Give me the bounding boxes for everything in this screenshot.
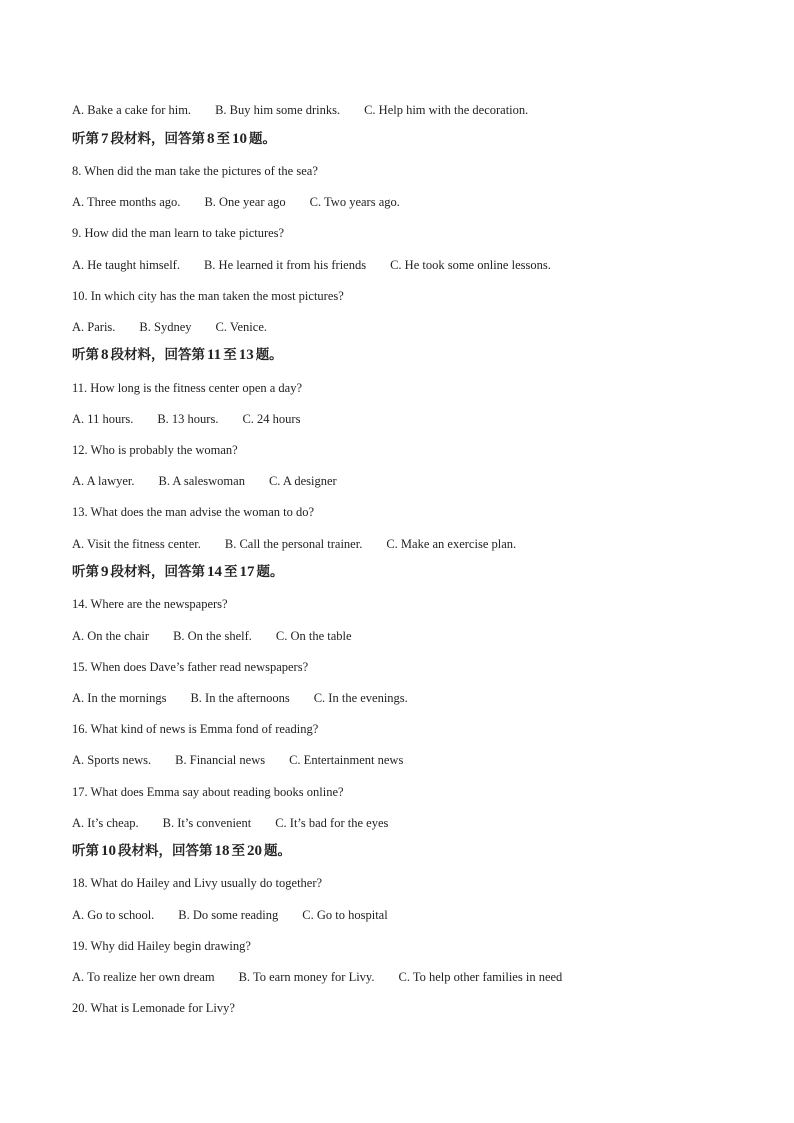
answer-options	[72, 102, 528, 118]
heading-part: 至	[224, 564, 238, 580]
answer-option: A. On the chair	[72, 629, 150, 643]
answer-option: B. Sydney	[139, 320, 192, 334]
question-text: 14. Where are the newspapers?	[72, 597, 228, 611]
answer-option: A. Sports news.	[72, 753, 152, 767]
heading-part: 至	[231, 843, 245, 859]
answer-option: B. Buy him some drinks.	[215, 103, 341, 117]
answer-option: C. Go to hospital	[302, 908, 388, 922]
answer-option: A. Go to school.	[72, 908, 155, 922]
heading-part: 段材料，回答第	[110, 347, 205, 363]
heading-part: 7	[101, 131, 109, 147]
heading-part: 题。	[256, 564, 284, 580]
heading-part: 20	[247, 843, 262, 859]
answer-option: B. On the shelf.	[173, 629, 252, 643]
answer-option: C. Entertainment news	[289, 753, 404, 767]
heading-part: 听第	[72, 564, 99, 580]
heading-part: 13	[238, 347, 254, 363]
question-text: 10. In which city has the man taken the most pictures?	[72, 289, 344, 303]
answer-option: C. Venice.	[215, 320, 267, 334]
heading-part: 题。	[264, 843, 291, 859]
answer-option: C. 24 hours	[242, 412, 301, 426]
section-heading	[72, 130, 276, 148]
question-text: 20. What is Lemonade for Livy?	[72, 1001, 235, 1015]
answer-options	[72, 815, 388, 831]
question-text: 12. Who is probably the woman?	[72, 443, 238, 457]
heading-part: 10	[101, 843, 116, 859]
answer-option: A. A lawyer.	[72, 474, 135, 488]
answer-options	[72, 473, 337, 489]
question-text: 17. What does Emma say about reading books online?	[72, 785, 344, 799]
answer-option: B. One year ago	[204, 195, 286, 209]
heading-part: 8	[207, 131, 215, 147]
answer-options	[72, 257, 551, 273]
answer-option: A. To realize her own dream	[72, 970, 215, 984]
heading-part: 17	[239, 564, 255, 580]
answer-option: B. Financial news	[175, 753, 266, 767]
answer-option: B. In the afternoons	[190, 691, 290, 705]
answer-options	[72, 969, 562, 985]
answer-options	[72, 690, 408, 706]
section-heading	[72, 842, 291, 860]
question-text: 18. What do Hailey and Livy usually do together?	[72, 876, 323, 890]
answer-options	[72, 194, 400, 210]
heading-part: 8	[101, 347, 109, 363]
answer-option: C. In the evenings.	[313, 691, 408, 705]
answer-option: B. It’s convenient	[162, 816, 252, 830]
answer-option: C. He took some online lessons.	[390, 258, 551, 272]
answer-option: B. Do some reading	[178, 908, 279, 922]
heading-part: 至	[216, 131, 230, 147]
heading-part: 听第	[72, 347, 99, 363]
answer-option: A. Bake a cake for him.	[72, 103, 192, 117]
heading-part: 14	[207, 564, 222, 580]
answer-option: B. To earn money for Livy.	[238, 970, 375, 984]
answer-option: A. In the mornings	[72, 691, 167, 705]
answer-option: A. 11 hours.	[72, 412, 134, 426]
answer-options	[72, 319, 267, 335]
answer-option: A. Three months ago.	[72, 195, 181, 209]
answer-options	[72, 536, 516, 552]
answer-option: B. Call the personal trainer.	[224, 537, 363, 551]
question-text: 8. When did the man take the pictures of the sea?	[72, 164, 318, 178]
answer-options	[72, 411, 300, 427]
question-text: 13. What does the man advise the woman to do?	[72, 505, 315, 519]
answer-options	[72, 752, 403, 768]
section-heading	[72, 563, 284, 581]
answer-option: A. He taught himself.	[72, 258, 180, 272]
heading-part: 11	[207, 347, 222, 363]
heading-part: 至	[223, 347, 237, 363]
question-text: 11. How long is the fitness center open a day?	[72, 381, 303, 395]
question-text: 9. How did the man learn to take pictures?	[72, 226, 285, 240]
heading-part: 段材料，回答第	[110, 131, 205, 147]
answer-options	[72, 907, 388, 923]
heading-part: 题。	[255, 347, 283, 363]
heading-part: 10	[232, 131, 247, 147]
answer-options	[72, 628, 352, 644]
answer-option: B. He learned it from his friends	[203, 258, 367, 272]
answer-option: A. Paris.	[72, 320, 116, 334]
answer-option: A. Visit the fitness center.	[72, 537, 201, 551]
answer-option: C. A designer	[268, 474, 337, 488]
answer-option: C. Help him with the decoration.	[364, 103, 529, 117]
answer-option: A. It’s cheap.	[72, 816, 139, 830]
heading-part: 9	[101, 564, 109, 580]
answer-option: C. It’s bad for the eyes	[275, 816, 389, 830]
heading-part: 听第	[72, 131, 99, 147]
heading-part: 听第	[72, 843, 99, 859]
heading-part: 段材料，回答第	[118, 843, 213, 859]
question-text: 19. Why did Hailey begin drawing?	[72, 939, 251, 953]
question-text: 16. What kind of news is Emma fond of reading?	[72, 722, 319, 736]
answer-option: C. To help other families in need	[398, 970, 563, 984]
answer-option: C. Make an exercise plan.	[386, 537, 517, 551]
section-heading	[72, 346, 283, 364]
heading-part: 题。	[249, 131, 276, 147]
heading-part: 18	[214, 843, 230, 859]
question-text: 15. When does Dave’s father read newspapers?	[72, 660, 309, 674]
answer-option: C. Two years ago.	[309, 195, 400, 209]
answer-option: B. A saleswoman	[158, 474, 245, 488]
heading-part: 段材料，回答第	[110, 564, 205, 580]
answer-option: B. 13 hours.	[157, 412, 219, 426]
answer-option: C. On the table	[275, 629, 352, 643]
